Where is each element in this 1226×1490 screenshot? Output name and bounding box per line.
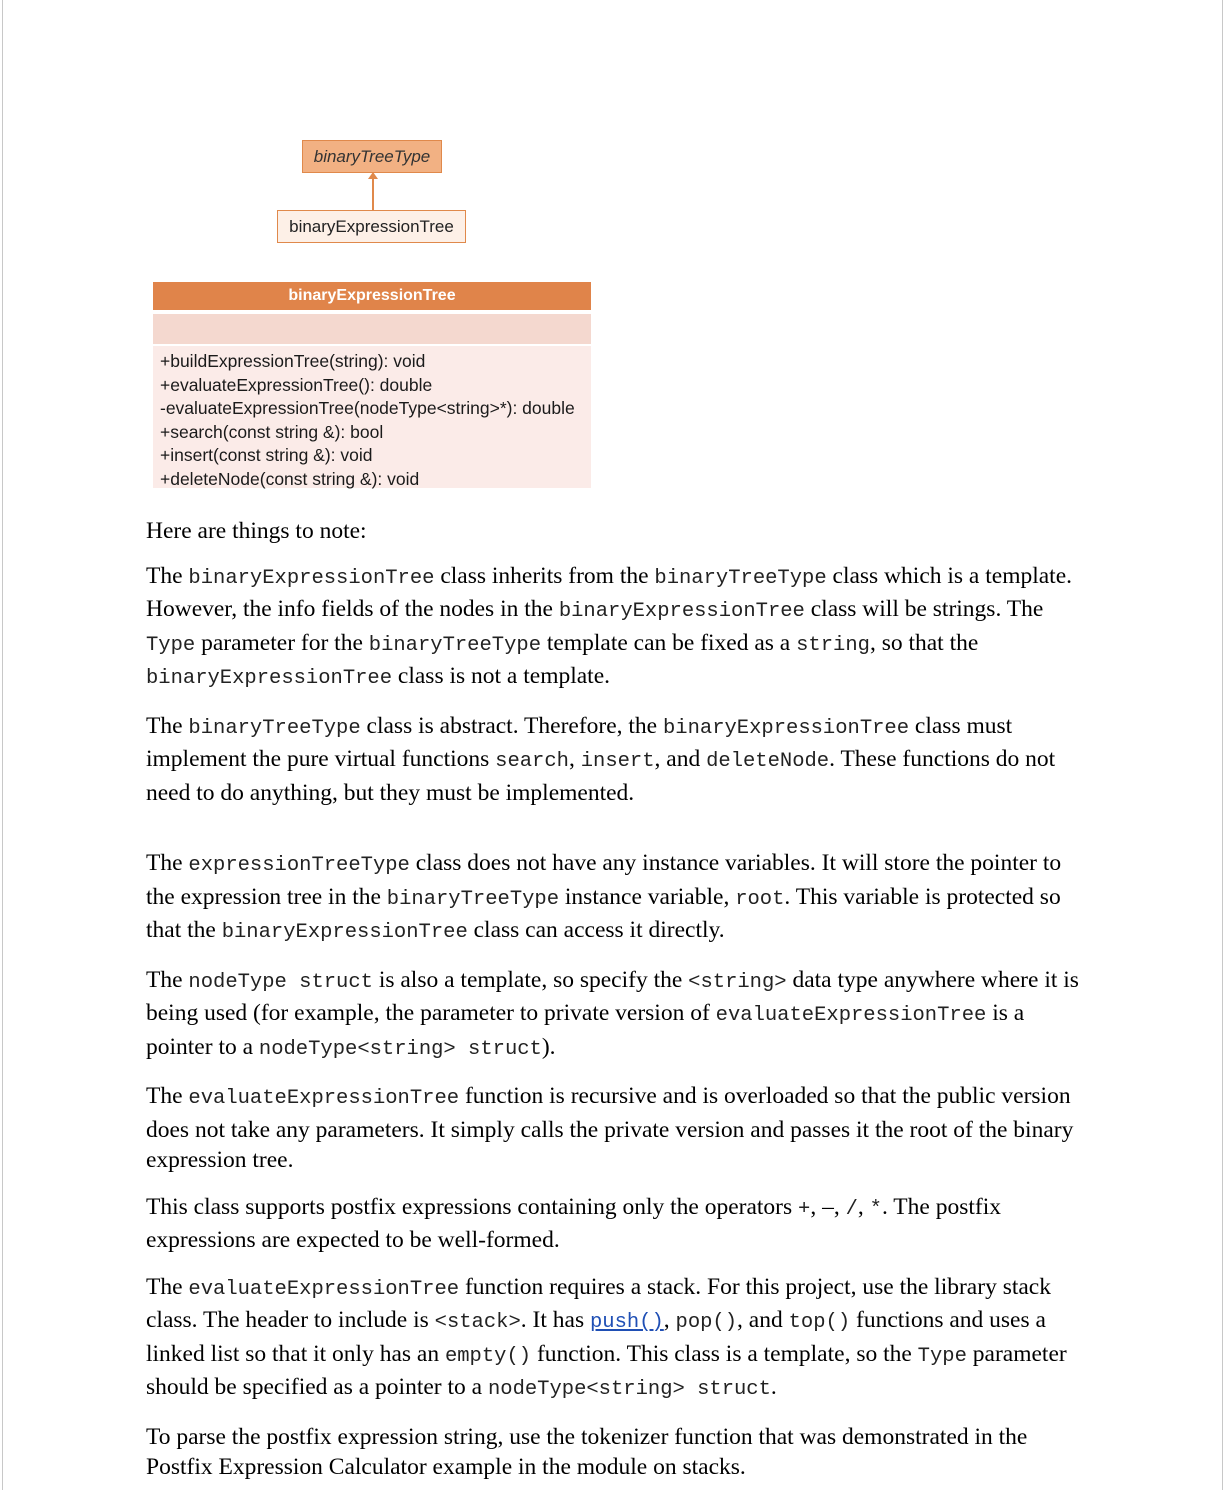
child-class-box: binaryExpressionTree: [277, 210, 466, 243]
paragraph-abstract: The binaryTreeType class is abstract. Therefore, the binaryExpressionTree class must implement the pure virtual functions search, insert, and deleteNode. These functions do not need to do anything, but they must be implemented.: [146, 712, 1056, 806]
paragraph-tokenizer: To parse the postfix expression string, use the tokenizer function that was demonstrated in the Postfix Expression Calculator example in the module on stacks.: [146, 1423, 1028, 1480]
uml-attributes-section: [153, 314, 591, 344]
parent-class-box: binaryTreeType: [302, 140, 442, 173]
intro-heading: Here are things to note:: [146, 518, 367, 544]
document-body: [146, 516, 1086, 1483]
uml-method: +insert(const string &): void: [160, 445, 373, 465]
inheritance-arrow-line: [372, 178, 374, 210]
uml-method: +buildExpressionTree(string): void: [160, 351, 426, 371]
paragraph-nodetype: The nodeType struct is also a template, so specify the <string> data type anywhere where it is being used (for example, the parameter to private version of evaluateExpressionTree is a pointer to a nodeType<string> struct).: [146, 966, 1079, 1061]
uml-method: +evaluateExpressionTree(): double: [160, 374, 433, 395]
page-left-edge: [2, 0, 3, 1490]
paragraph-recursive: The evaluateExpressionTree function is recursive and is overloaded so that the public version does not take any parameters. It simply calls the private version and passes it the root of the binary expression tree.: [146, 1083, 1074, 1173]
uml-method: +search(const string &): bool: [160, 421, 384, 442]
uml-method: +deleteNode(const string &): void: [160, 468, 420, 489]
paragraph-inheritance: The binaryExpressionTree class inherits from the binaryTreeType class which is a template. However, the info fields of the nodes in the binaryExpressionTree class will be strings. The Type parameter for the binaryTreeType template can be fixed as a string, so that the binaryExpressionTree class is not a template.: [146, 562, 1073, 690]
uml-class-box: [153, 282, 591, 488]
page-right-edge: [1222, 0, 1223, 1490]
push-link[interactable]: push(): [589, 1311, 664, 1334]
paragraph-stack: The evaluateExpressionTree function requires a stack. For this project, use the library stack class. The header to include is <stack>. It has push(), pop(), and top() functions and uses a linked list so that it only has an empty() function. This class is a template, so the Type parameter should be specified as a pointer to a nodeType<string> struct.: [146, 1273, 1067, 1401]
uml-class-name: binaryExpressionTree: [153, 282, 591, 310]
uml-methods-section: [153, 346, 591, 488]
paragraph-operators: This class supports postfix expressions containing only the operators +, –, /, *. The postfix expressions are expected to be well-formed.: [146, 1193, 1001, 1253]
uml-method: -evaluateExpressionTree(nodeType<string>*): double: [160, 398, 575, 418]
paragraph-instance-variables: The expressionTreeType class does not have any instance variables. It will store the pointer to the expression tree in the binaryTreeType instance variable, root. This variable is protected so that the binaryExpressionTree class can access it directly.: [146, 850, 1062, 944]
